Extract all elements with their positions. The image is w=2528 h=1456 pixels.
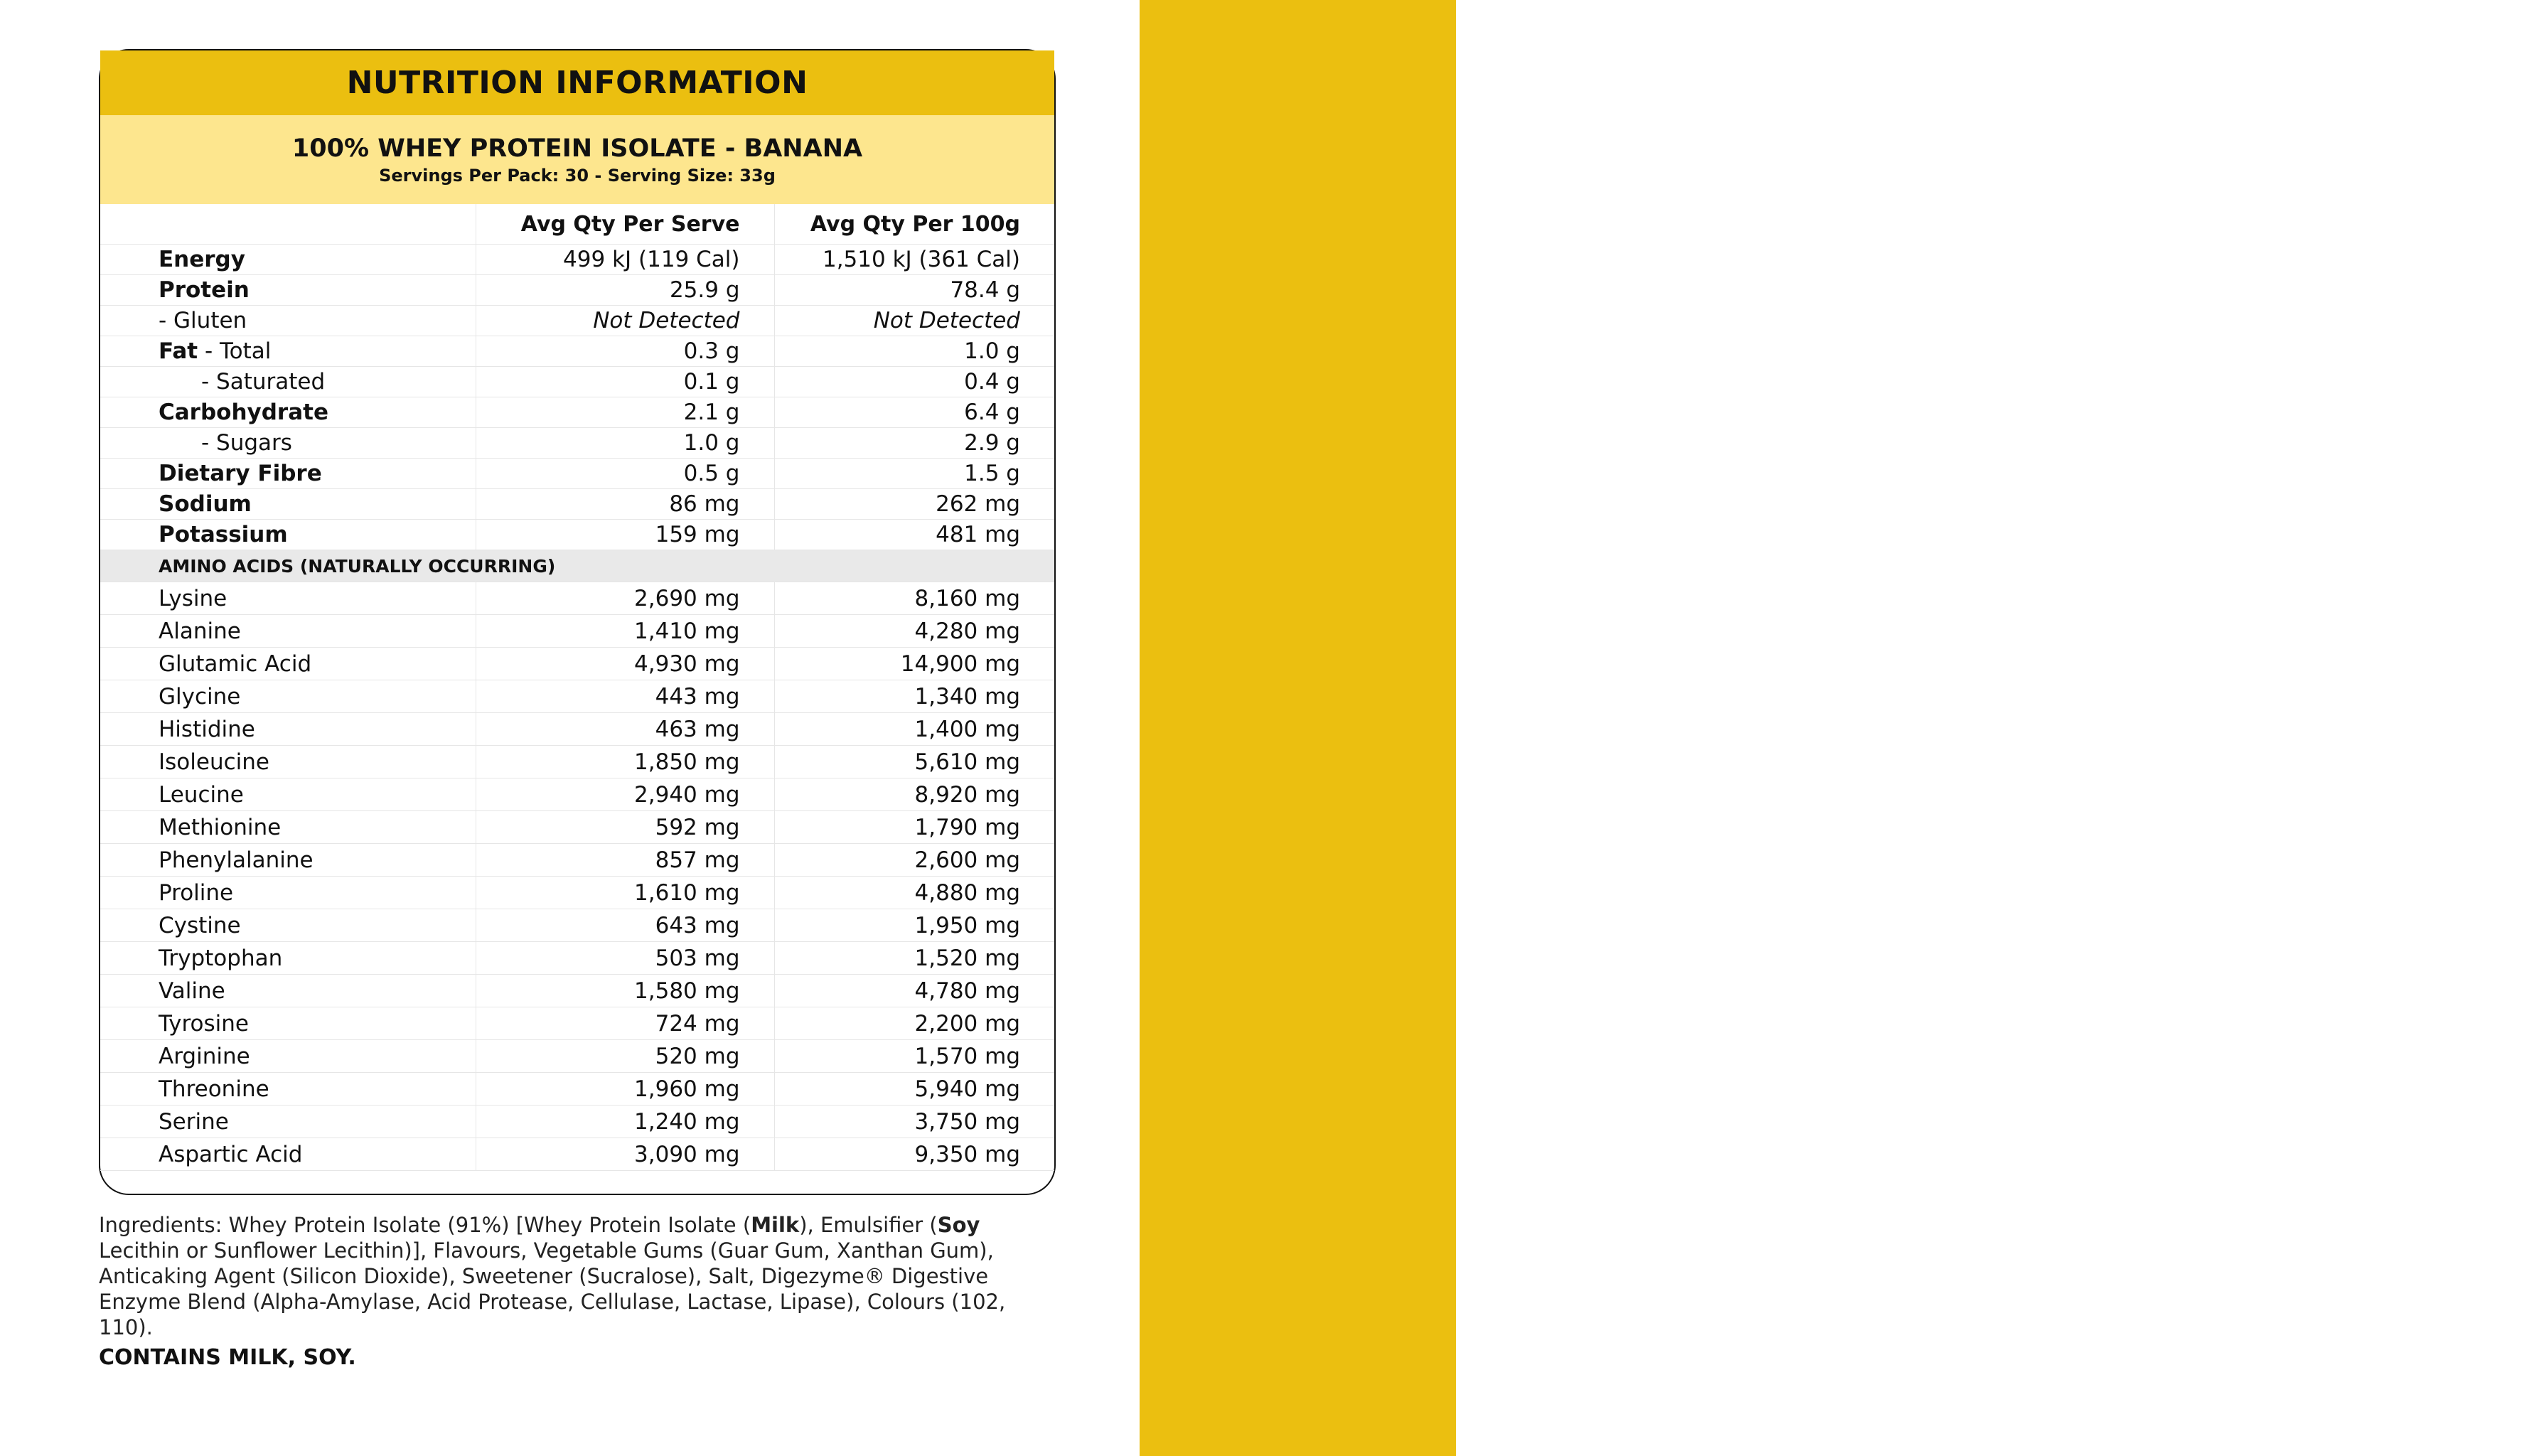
- table-row: [100, 1073, 1054, 1106]
- value-per-serve: 520 mg: [476, 1040, 774, 1073]
- value-per-serve: 2,690 mg: [476, 582, 774, 615]
- value-per-100g: 6.4 g: [774, 397, 1054, 428]
- header-per-100g: Avg Qty Per 100g: [774, 204, 1054, 245]
- value-per-serve: 0.1 g: [476, 367, 774, 397]
- value-per-100g: 5,940 mg: [774, 1073, 1054, 1106]
- value-per-serve: 1,610 mg: [476, 877, 774, 909]
- nutrient-name: [100, 520, 476, 550]
- panel-title: NUTRITION INFORMATION: [100, 50, 1054, 115]
- value-per-serve: 1,410 mg: [476, 615, 774, 648]
- amino-acid-name: Glutamic Acid: [100, 648, 476, 680]
- amino-acid-name: Histidine: [100, 713, 476, 746]
- value-per-serve: 857 mg: [476, 844, 774, 877]
- nutrition-table: [100, 204, 1054, 1171]
- table-row: [100, 746, 1054, 778]
- ingredients-part1: Ingredients: Whey Protein Isolate (91%) [Whey Protein Isolate (: [99, 1213, 751, 1237]
- value-per-serve: 2.1 g: [476, 397, 774, 428]
- amino-acid-name: Proline: [100, 877, 476, 909]
- value-per-100g: 8,160 mg: [774, 582, 1054, 615]
- value-per-100g: Not Detected: [774, 306, 1054, 336]
- nutrient-label: - Saturated: [201, 369, 326, 395]
- nutrient-name: [100, 489, 476, 520]
- table-row: [100, 713, 1054, 746]
- nutrient-name: [100, 306, 476, 336]
- value-per-100g: 9,350 mg: [774, 1138, 1054, 1171]
- value-per-100g: 5,610 mg: [774, 746, 1054, 778]
- table-row: [100, 520, 1054, 550]
- nutrient-label: - Sugars: [201, 430, 292, 456]
- flavour-side-label: BANANA: [2346, 381, 2528, 1083]
- table-row: [100, 275, 1054, 306]
- value-per-serve: 724 mg: [476, 1007, 774, 1040]
- value-per-100g: 262 mg: [774, 489, 1054, 520]
- table-row: [100, 428, 1054, 459]
- table-row: [100, 942, 1054, 975]
- value-per-100g: 1,950 mg: [774, 909, 1054, 942]
- table-row: [100, 975, 1054, 1007]
- ingredients-text: [99, 1212, 1044, 1340]
- nutrient-label: Carbohydrate: [159, 400, 328, 425]
- nutrient-name: [100, 367, 476, 397]
- table-row: [100, 245, 1054, 275]
- amino-acid-name: Isoleucine: [100, 746, 476, 778]
- amino-acid-name: Lysine: [100, 582, 476, 615]
- ingredients-soy: Soy: [937, 1213, 980, 1237]
- value-per-100g: 4,780 mg: [774, 975, 1054, 1007]
- value-per-serve: 1,960 mg: [476, 1073, 774, 1106]
- value-per-100g: 14,900 mg: [774, 648, 1054, 680]
- value-per-100g: 1.0 g: [774, 336, 1054, 367]
- product-name: 100% WHEY PROTEIN ISOLATE - BANANA: [291, 134, 863, 163]
- table-row: [100, 648, 1054, 680]
- amino-section-row: [100, 550, 1054, 582]
- table-row: [100, 680, 1054, 713]
- value-per-serve: 592 mg: [476, 811, 774, 844]
- value-per-serve: 159 mg: [476, 520, 774, 550]
- table-row: [100, 877, 1054, 909]
- value-per-100g: 8,920 mg: [774, 778, 1054, 811]
- amino-acid-name: Threonine: [100, 1073, 476, 1106]
- nutrient-name: [100, 336, 476, 367]
- ingredients-part3: Lecithin or Sunflower Lecithin)], Flavours, Vegetable Gums (Guar Gum, Xanthan Gum), Anticaking Agent (Silicon Dioxide), Sweetener (Sucralose), Salt, Digezyme® Digestive Enzyme Blend (Alpha-Amylase, Acid Protease, Cellulase, Lactase, Lipase), Colours (102, 110).: [99, 1238, 1006, 1339]
- value-per-serve: 86 mg: [476, 489, 774, 520]
- table-row: [100, 1138, 1054, 1171]
- allergen-statement: CONTAINS MILK, SOY.: [99, 1345, 356, 1370]
- ingredients-milk: Milk: [751, 1213, 800, 1237]
- value-per-serve: Not Detected: [476, 306, 774, 336]
- nutrient-label: Protein: [159, 277, 250, 303]
- table-row: [100, 489, 1054, 520]
- amino-acid-name: Tryptophan: [100, 942, 476, 975]
- value-per-serve: 4,930 mg: [476, 648, 774, 680]
- value-per-100g: 2,600 mg: [774, 844, 1054, 877]
- value-per-100g: 1,400 mg: [774, 713, 1054, 746]
- nutrient-name: [100, 397, 476, 428]
- value-per-serve: 0.5 g: [476, 459, 774, 489]
- value-per-serve: 1,580 mg: [476, 975, 774, 1007]
- value-per-100g: 2.9 g: [774, 428, 1054, 459]
- nutrient-label: Sodium: [159, 491, 252, 517]
- value-per-100g: 1,570 mg: [774, 1040, 1054, 1073]
- value-per-100g: 1,520 mg: [774, 942, 1054, 975]
- amino-acid-name: Methionine: [100, 811, 476, 844]
- table-row: [100, 306, 1054, 336]
- nutrient-label: Fat: [159, 338, 198, 364]
- value-per-100g: 1,510 kJ (361 Cal): [774, 245, 1054, 275]
- ingredients-part2: ), Emulsifier (: [799, 1213, 938, 1237]
- product-header: [100, 115, 1054, 204]
- value-per-100g: 0.4 g: [774, 367, 1054, 397]
- value-per-serve: 3,090 mg: [476, 1138, 774, 1171]
- table-row: [100, 1106, 1054, 1138]
- nutrient-label: Energy: [159, 247, 245, 272]
- table-row: [100, 397, 1054, 428]
- value-per-serve: 463 mg: [476, 713, 774, 746]
- table-row: [100, 778, 1054, 811]
- serving-info: Servings Per Pack: 30 - Serving Size: 33g: [379, 165, 776, 186]
- table-row: [100, 367, 1054, 397]
- amino-acid-name: Leucine: [100, 778, 476, 811]
- header-per-serve: Avg Qty Per Serve: [476, 204, 774, 245]
- side-color-band: [1140, 0, 2528, 1456]
- table-row: [100, 1007, 1054, 1040]
- amino-acid-name: Valine: [100, 975, 476, 1007]
- table-header-row: [100, 204, 1054, 245]
- table-row: [100, 336, 1054, 367]
- amino-acid-name: Aspartic Acid: [100, 1138, 476, 1171]
- value-per-100g: 4,280 mg: [774, 615, 1054, 648]
- value-per-serve: 1,240 mg: [476, 1106, 774, 1138]
- amino-section-title: AMINO ACIDS (NATURALLY OCCURRING): [100, 550, 1054, 582]
- nutrient-name: [100, 428, 476, 459]
- value-per-serve: 643 mg: [476, 909, 774, 942]
- nutrient-label: - Gluten: [159, 308, 247, 333]
- value-per-100g: 2,200 mg: [774, 1007, 1054, 1040]
- table-row: [100, 909, 1054, 942]
- nutrient-label-suffix: - Total: [198, 338, 272, 364]
- nutrient-label: Dietary Fibre: [159, 461, 322, 486]
- value-per-serve: 503 mg: [476, 942, 774, 975]
- amino-acid-name: Serine: [100, 1106, 476, 1138]
- table-row: [100, 811, 1054, 844]
- nutrient-label: Potassium: [159, 522, 288, 547]
- amino-acid-name: Tyrosine: [100, 1007, 476, 1040]
- value-per-serve: 1,850 mg: [476, 746, 774, 778]
- value-per-serve: 1.0 g: [476, 428, 774, 459]
- value-per-serve: 2,940 mg: [476, 778, 774, 811]
- value-per-100g: 1,790 mg: [774, 811, 1054, 844]
- table-row: [100, 582, 1054, 615]
- value-per-serve: 443 mg: [476, 680, 774, 713]
- nutrient-name: [100, 245, 476, 275]
- nutrient-name: [100, 275, 476, 306]
- table-row: [100, 459, 1054, 489]
- amino-acid-name: Arginine: [100, 1040, 476, 1073]
- value-per-100g: 4,880 mg: [774, 877, 1054, 909]
- table-row: [100, 844, 1054, 877]
- value-per-100g: 1,340 mg: [774, 680, 1054, 713]
- amino-acid-name: Glycine: [100, 680, 476, 713]
- amino-acid-name: Phenylalanine: [100, 844, 476, 877]
- table-row: [100, 1040, 1054, 1073]
- value-per-100g: 78.4 g: [774, 275, 1054, 306]
- value-per-serve: 0.3 g: [476, 336, 774, 367]
- value-per-serve: 499 kJ (119 Cal): [476, 245, 774, 275]
- nutrient-name: [100, 459, 476, 489]
- nutrition-panel: [99, 49, 1056, 1195]
- table-row: [100, 615, 1054, 648]
- value-per-100g: 3,750 mg: [774, 1106, 1054, 1138]
- header-blank: [100, 204, 476, 245]
- amino-acid-name: Alanine: [100, 615, 476, 648]
- value-per-100g: 481 mg: [774, 520, 1054, 550]
- amino-acid-name: Cystine: [100, 909, 476, 942]
- value-per-100g: 1.5 g: [774, 459, 1054, 489]
- value-per-serve: 25.9 g: [476, 275, 774, 306]
